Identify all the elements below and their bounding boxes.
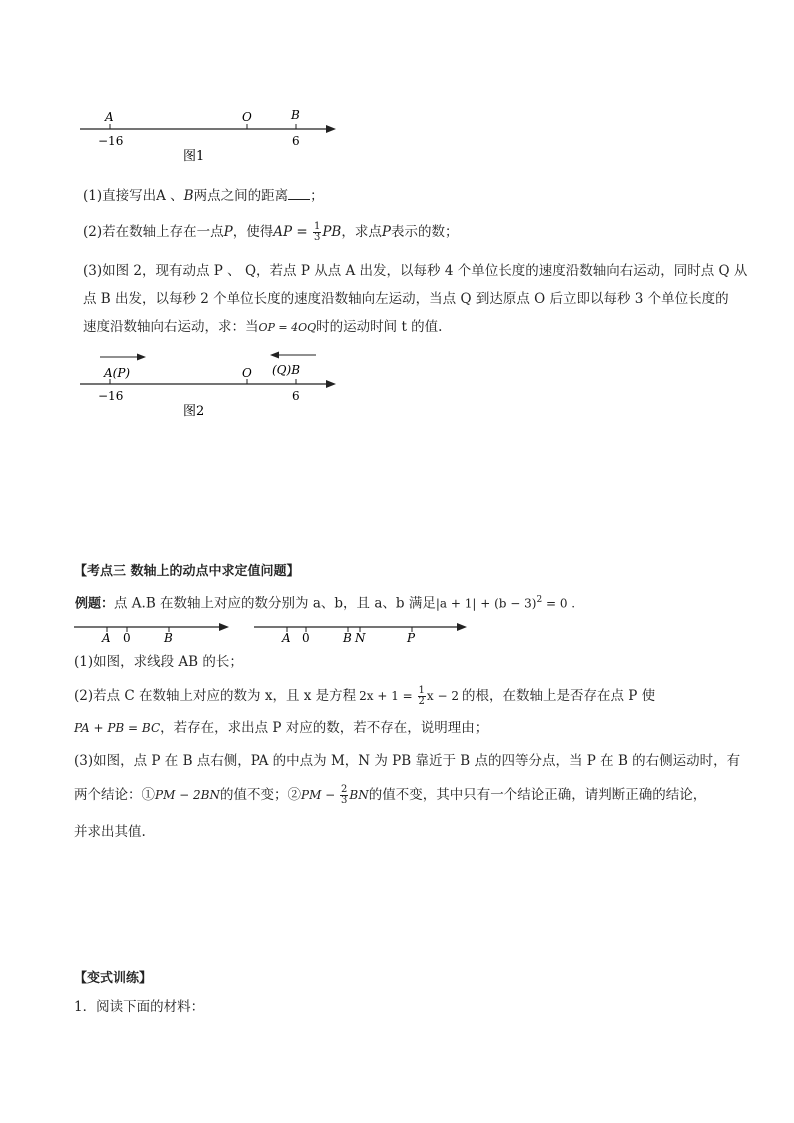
- label-o: O: [242, 366, 252, 380]
- example-equals-zero: = 0 .: [542, 596, 576, 611]
- question-3-line-1: (3)如图 2，现有动点 P 、 Q，若点 P 从点 A 出发，以每秒 4 个单位长度的速度沿数轴向右运动，同时点 Q 从: [83, 263, 748, 279]
- frac-numerator: 2: [341, 784, 348, 795]
- right-label-p: P: [407, 631, 416, 645]
- answer-blank: [288, 186, 310, 200]
- value-b: 6: [292, 389, 300, 403]
- example-part-2-line-2: [74, 718, 488, 738]
- left-label-b: B: [164, 631, 173, 645]
- training-item-1: 1．阅读下面的材料：: [74, 999, 205, 1015]
- example-exponent: 2: [536, 595, 543, 605]
- right-label-a: A: [282, 631, 291, 645]
- left-axis-arrow: [219, 623, 229, 631]
- right-label-zero: 0: [302, 631, 310, 645]
- question-3-line-3: [83, 317, 442, 338]
- question-3-line-2: 点 B 出发，以每秒 2 个单位长度的速度沿数轴向左运动，当点 Q 到达原点 O 后立即以每秒 3 个单位长度的: [83, 291, 729, 307]
- label-o: O: [242, 110, 252, 124]
- label-a-p: A(P): [104, 366, 131, 380]
- right-label-b: B: [343, 631, 352, 645]
- example-part-1: (1)如图，求线段 AB 的长；: [74, 654, 243, 670]
- example-statement: [75, 590, 575, 615]
- q3-line3-suffix: 时的运动时间 t 的值.: [316, 319, 443, 335]
- eq2-prefix: (2)若点 C 在数轴上对应的数为 x，且 x 是方程: [74, 688, 357, 704]
- training-heading: 【变式训练】: [74, 971, 153, 986]
- eq2-suffix: 的根，在数轴上是否存在点 P 使: [462, 688, 656, 704]
- q2-point-p: P: [223, 224, 233, 240]
- frac-denominator: 3: [313, 232, 321, 243]
- eq2-condition: PA + PB = BC: [74, 721, 161, 735]
- value-a: −16: [98, 389, 124, 403]
- q2-point-p2: P: [381, 224, 391, 240]
- number-line-figure-3: [0, 615, 794, 645]
- frac-numerator: 1: [313, 221, 321, 232]
- fraction-one-half: [418, 686, 426, 707]
- q1-end: ；: [310, 188, 324, 204]
- example-part-3-line-3: 并求出其值.: [74, 824, 146, 840]
- example-part-2-line-1: [74, 686, 655, 707]
- value-b: 6: [292, 134, 300, 148]
- q2-mid: ，使得: [232, 224, 274, 240]
- example-text: 点 A.B 在数轴上对应的数分别为 a、b，且 a、b 满足: [114, 595, 436, 612]
- arrow-p-head: [137, 354, 146, 361]
- label-q-b: (Q)B: [272, 363, 301, 377]
- question-2: [83, 222, 458, 243]
- q1-suffix: 两点之间的距离: [193, 188, 289, 204]
- left-label-zero: 0: [123, 631, 131, 645]
- question-1: [83, 186, 324, 206]
- value-a: −16: [98, 134, 124, 148]
- example-part-3-line-2: [74, 785, 706, 806]
- q2-equals: =: [292, 224, 312, 240]
- conclusion-1: PM − 2BN: [155, 788, 220, 802]
- frac-denominator: 3: [341, 795, 348, 806]
- example-expression: |a + 1| + (b − 3): [435, 596, 537, 611]
- q3-expression: OP = 4OQ: [258, 321, 317, 334]
- caption-figure-1: 图1: [183, 149, 205, 164]
- eq2-equation-right: x − 2: [426, 689, 460, 703]
- right-label-n: N: [355, 631, 366, 645]
- q2-suffix: ，求点: [341, 224, 382, 240]
- frac-numerator: 1: [418, 685, 425, 696]
- right-axis-arrow: [457, 623, 467, 631]
- frac-denominator: 2: [418, 696, 425, 707]
- number-line-figure-2: [0, 340, 794, 425]
- arrow-q-head: [270, 352, 279, 359]
- q1-prefix: (1)直接写出A 、: [83, 188, 184, 204]
- caption-figure-2: 图2: [183, 404, 205, 419]
- section-heading-3: 【考点三 数轴上的动点中求定值问题】: [74, 564, 300, 579]
- left-label-a: A: [102, 631, 111, 645]
- conclusion-2-left: PM −: [301, 788, 340, 802]
- q2-pb: PB: [322, 224, 342, 240]
- axis-arrow: [326, 380, 336, 388]
- q3-line3-prefix: 速度沿数轴向右运动，求：当: [83, 319, 259, 335]
- q2-ap: AP: [273, 224, 293, 240]
- eq2-equation-left: 2x + 1 =: [359, 689, 417, 703]
- conclusion-2-right: BN: [349, 788, 369, 802]
- eq3-mid: 的值不变；②: [220, 787, 301, 803]
- q1-point-b: B: [183, 188, 194, 204]
- fraction-one-third: [313, 222, 321, 243]
- axis-arrow: [326, 125, 336, 133]
- q2-end: 表示的数；: [390, 224, 459, 240]
- example-part-3-line-1: (3)如图，点 P 在 B 点右侧，PA 的中点为 M，N 为 PB 靠近于 B 点的四等分点，当 P 在 B 的右侧运动时，有: [74, 753, 741, 769]
- q2-prefix: (2)若在数轴上存在一点: [83, 224, 224, 240]
- label-a: A: [105, 110, 114, 124]
- label-b: B: [291, 108, 300, 122]
- eq3-prefix: 两个结论：①: [74, 787, 155, 803]
- number-line-figure-1: [0, 0, 794, 170]
- example-label: 例题：: [75, 596, 115, 612]
- fraction-two-thirds: [340, 785, 348, 806]
- eq3-line2-suffix: 的值不变，其中只有一个结论正确，请判断正确的结论，: [368, 787, 707, 803]
- eq2-line2-suffix: ，若存在，求出点 P 对应的数，若不存在，说明理由；: [160, 720, 489, 736]
